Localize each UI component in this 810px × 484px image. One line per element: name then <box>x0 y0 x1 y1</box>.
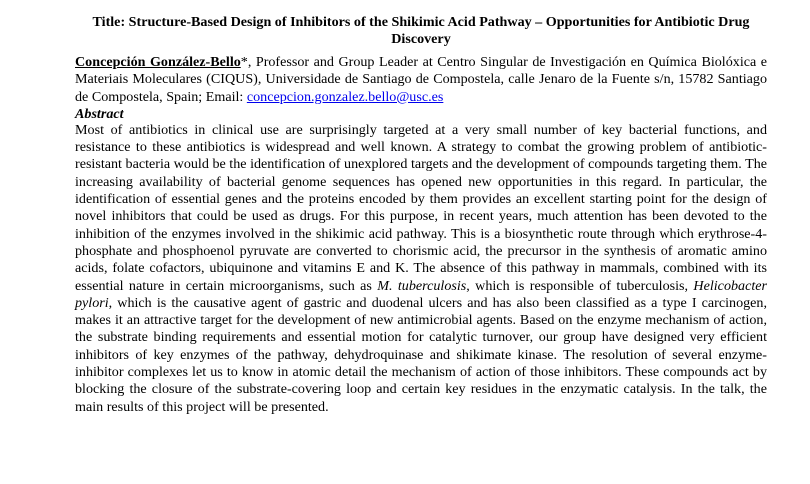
abstract-heading: Abstract <box>75 105 124 122</box>
abstract-body <box>75 122 767 416</box>
abstract-italic-species-1: M. tuberculosis <box>377 277 467 294</box>
author-marker: * <box>240 54 248 70</box>
abstract-text-part-3: , which is the causative agent of gastric and duodenal ulcers and has also been classified as a type I carcinogen, makes it an attractive target for the development of new antimicrobial agents. Based on the enzyme mechanism of action, the substrate binding requirements and essential motion for catalytic turnover, our group have designed very efficient inhibitors of key enzymes of the pathway, dehydroquinase and shikimate kinase. The resolution of several enzyme-inhibitor complexes let us to know in atomic detail the mechanism of action of those inhibitors. These compounds act by blocking the closure of the substrate-covering loop and certain key residues in the enzymatic catalysis. In the talk, the main results of this project will be presented. <box>75 294 767 415</box>
author-affiliation: , Professor and Group Leader at Centro Singular de Investigación en Química Biolóxica e Materiais Moleculares (CIQUS), Universidade de Santiago de Compostela, calle Jenaro de la Fuente s/n, 15782 Santiago de Compostela, Spain; Email: <box>75 54 767 105</box>
author-name: Concepción González-Bello <box>75 54 241 70</box>
paper-title: Title: Structure-Based Design of Inhibitors of the Shikimic Acid Pathway – Opportunities for Antibiotic Drug Discovery <box>92 14 750 47</box>
abstract-italic-species-2: Helicobacter pylori <box>75 277 767 311</box>
author-email-link[interactable]: concepcion.gonzalez.bello@usc.es <box>246 88 444 105</box>
abstract-text-part-1: Most of antibiotics in clinical use are surprisingly targeted at a very small number of key bacterial functions, and resistance to these antibiotics is widespread and well known. A strategy to combat the growing problem of antibiotic-resistant bacteria would be the identification of unexplored targets and the development of compounds targeting them. The increasing availability of bacterial genome sequences has opened new opportunities in this regard. In particular, the identification of essential genes and the proteins encoded by them provides an excellent starting point for the design of novel inhibitors that could be used as drugs. For this purpose, in recent years, much attention has been devoted to the inhibition of the enzymes involved in the shikimic acid pathway. This is a biosynthetic route through which erythrose-4-phosphate and phosphoenol pyruvate are converted to chorismic acid, the precursor in the synthesis of aromatic amino acids, folate cofactors, ubiquinone and vitamins E and K. The absence of this pathway in mammals, combined with its essential nature in certain microorganisms, such as <box>75 121 767 294</box>
abstract-text-part-2: , which is responsible of tuberculosis, <box>466 277 694 294</box>
document-page <box>75 14 767 416</box>
author-block <box>75 54 767 106</box>
